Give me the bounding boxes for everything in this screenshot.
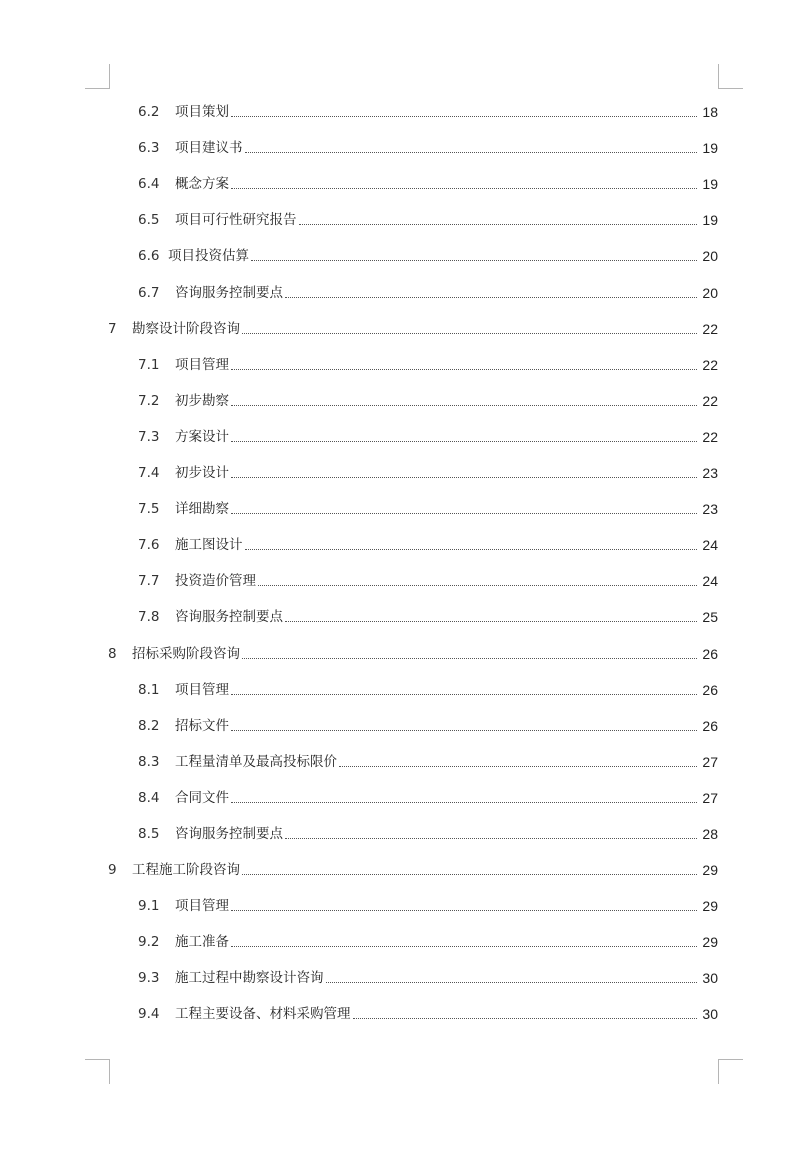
toc-entry-number: 7.1 bbox=[138, 356, 160, 373]
toc-entry-page-number: 24 bbox=[702, 573, 718, 590]
toc-entry-number: 8.1 bbox=[138, 681, 160, 698]
toc-entry-title: 咨询服务控制要点 bbox=[175, 609, 283, 626]
toc-dot-leader bbox=[231, 909, 697, 911]
toc-entry-page-number: 29 bbox=[702, 862, 718, 879]
toc-entry[interactable] bbox=[0, 382, 809, 418]
toc-dot-leader bbox=[353, 1017, 698, 1019]
toc-dot-leader bbox=[231, 368, 697, 370]
toc-entry-page-number: 23 bbox=[702, 465, 718, 482]
toc-entry-title: 招标采购阶段咨询 bbox=[132, 645, 240, 662]
toc-entry[interactable] bbox=[0, 598, 809, 634]
toc-entry-number: 7.4 bbox=[138, 465, 160, 482]
toc-entry-title: 项目投资估算 bbox=[168, 248, 249, 265]
toc-entry[interactable] bbox=[0, 923, 809, 959]
toc-entry-title: 施工图设计 bbox=[175, 537, 243, 554]
toc-entry[interactable] bbox=[0, 93, 809, 129]
toc-entry-title: 项目管理 bbox=[175, 898, 229, 915]
toc-entry-title: 咨询服务控制要点 bbox=[175, 284, 283, 301]
toc-dot-leader bbox=[285, 837, 697, 839]
toc-entry-page-number: 18 bbox=[702, 104, 718, 121]
toc-entry[interactable] bbox=[0, 165, 809, 201]
toc-entry[interactable] bbox=[0, 562, 809, 598]
toc-entry-number: 9.1 bbox=[138, 898, 160, 915]
toc-entry-page-number: 28 bbox=[702, 825, 718, 842]
toc-entry-number: 7.8 bbox=[138, 609, 160, 626]
toc-entry-page-number: 26 bbox=[702, 717, 718, 734]
toc-dot-leader bbox=[231, 115, 697, 117]
toc-entry-title: 项目管理 bbox=[175, 681, 229, 698]
table-of-contents bbox=[0, 93, 809, 1031]
toc-entry-page-number: 27 bbox=[702, 753, 718, 770]
toc-entry-number: 7.3 bbox=[138, 428, 160, 445]
toc-entry[interactable] bbox=[0, 201, 809, 237]
toc-entry-title: 项目管理 bbox=[175, 356, 229, 373]
toc-entry[interactable] bbox=[0, 671, 809, 707]
toc-entry[interactable] bbox=[0, 346, 809, 382]
toc-dot-leader bbox=[285, 620, 697, 622]
toc-entry-number: 9 bbox=[108, 862, 117, 879]
toc-entry-number: 6.2 bbox=[138, 104, 160, 121]
toc-entry-number: 7.7 bbox=[138, 573, 160, 590]
toc-entry-title: 项目策划 bbox=[175, 104, 229, 121]
toc-entry-title: 施工过程中勘察设计咨询 bbox=[175, 970, 324, 987]
toc-entry[interactable] bbox=[0, 851, 809, 887]
toc-entry-page-number: 22 bbox=[702, 392, 718, 409]
toc-entry-number: 8.2 bbox=[138, 717, 160, 734]
toc-dot-leader bbox=[231, 187, 697, 189]
toc-entry-page-number: 22 bbox=[702, 320, 718, 337]
toc-entry-page-number: 22 bbox=[702, 356, 718, 373]
toc-entry-page-number: 19 bbox=[702, 176, 718, 193]
toc-entry-page-number: 20 bbox=[702, 284, 718, 301]
toc-dot-leader bbox=[326, 981, 698, 983]
toc-entry-title: 施工准备 bbox=[175, 934, 229, 951]
toc-entry[interactable] bbox=[0, 273, 809, 309]
toc-dot-leader bbox=[231, 945, 697, 947]
top-right-crop-mark bbox=[718, 64, 743, 89]
toc-dot-leader bbox=[231, 440, 697, 442]
toc-entry-title: 工程施工阶段咨询 bbox=[132, 862, 240, 879]
toc-entry-number: 8.4 bbox=[138, 789, 160, 806]
toc-entry-page-number: 24 bbox=[702, 537, 718, 554]
top-left-crop-mark bbox=[85, 64, 110, 89]
toc-entry-page-number: 25 bbox=[702, 609, 718, 626]
toc-entry[interactable] bbox=[0, 743, 809, 779]
toc-entry[interactable] bbox=[0, 779, 809, 815]
toc-entry[interactable] bbox=[0, 310, 809, 346]
toc-dot-leader bbox=[245, 151, 698, 153]
toc-entry[interactable] bbox=[0, 454, 809, 490]
toc-entry-page-number: 30 bbox=[702, 1006, 718, 1023]
toc-entry-page-number: 20 bbox=[702, 248, 718, 265]
toc-dot-leader bbox=[245, 548, 698, 550]
toc-entry-page-number: 27 bbox=[702, 789, 718, 806]
toc-entry-title: 工程主要设备、材料采购管理 bbox=[175, 1006, 351, 1023]
toc-dot-leader bbox=[231, 729, 697, 731]
toc-entry-title: 勘察设计阶段咨询 bbox=[132, 320, 240, 337]
toc-entry[interactable] bbox=[0, 959, 809, 995]
toc-entry-number: 8.5 bbox=[138, 825, 160, 842]
toc-dot-leader bbox=[299, 223, 698, 225]
toc-entry-number: 6.6 bbox=[138, 248, 160, 265]
toc-entry[interactable] bbox=[0, 707, 809, 743]
toc-dot-leader bbox=[231, 801, 697, 803]
toc-entry-page-number: 30 bbox=[702, 970, 718, 987]
toc-dot-leader bbox=[231, 476, 697, 478]
toc-entry-number: 8 bbox=[108, 645, 117, 662]
bottom-right-crop-mark bbox=[718, 1059, 743, 1084]
toc-entry-title: 初步勘察 bbox=[175, 392, 229, 409]
toc-entry-page-number: 26 bbox=[702, 645, 718, 662]
toc-entry[interactable] bbox=[0, 887, 809, 923]
toc-dot-leader bbox=[258, 584, 697, 586]
toc-entry-number: 7.5 bbox=[138, 501, 160, 518]
toc-dot-leader bbox=[251, 259, 697, 261]
toc-entry-number: 6.3 bbox=[138, 140, 160, 157]
toc-entry-title: 方案设计 bbox=[175, 428, 229, 445]
toc-entry-title: 工程量清单及最高投标限价 bbox=[175, 753, 337, 770]
bottom-left-crop-mark bbox=[85, 1059, 110, 1084]
toc-entry[interactable] bbox=[0, 526, 809, 562]
toc-dot-leader bbox=[242, 873, 697, 875]
toc-entry-number: 9.4 bbox=[138, 1006, 160, 1023]
toc-entry-page-number: 29 bbox=[702, 934, 718, 951]
toc-dot-leader bbox=[285, 296, 697, 298]
toc-entry-page-number: 19 bbox=[702, 140, 718, 157]
toc-entry-number: 6.7 bbox=[138, 284, 160, 301]
toc-entry-page-number: 19 bbox=[702, 212, 718, 229]
toc-entry-title: 概念方案 bbox=[175, 176, 229, 193]
toc-entry[interactable] bbox=[0, 815, 809, 851]
toc-entry-number: 9.2 bbox=[138, 934, 160, 951]
toc-entry-number: 6.4 bbox=[138, 176, 160, 193]
toc-entry-number: 7.2 bbox=[138, 392, 160, 409]
toc-dot-leader bbox=[231, 512, 697, 514]
toc-entry-title: 详细勘察 bbox=[175, 501, 229, 518]
toc-entry-title: 咨询服务控制要点 bbox=[175, 825, 283, 842]
toc-entry-title: 项目建议书 bbox=[175, 140, 243, 157]
toc-entry-number: 7.6 bbox=[138, 537, 160, 554]
toc-entry[interactable] bbox=[0, 634, 809, 670]
toc-entry-page-number: 26 bbox=[702, 681, 718, 698]
toc-entry-title: 项目可行性研究报告 bbox=[175, 212, 297, 229]
toc-entry[interactable] bbox=[0, 995, 809, 1031]
toc-dot-leader bbox=[339, 765, 697, 767]
toc-entry-page-number: 23 bbox=[702, 501, 718, 518]
toc-dot-leader bbox=[231, 693, 697, 695]
toc-entry[interactable] bbox=[0, 129, 809, 165]
toc-entry[interactable] bbox=[0, 237, 809, 273]
toc-dot-leader bbox=[242, 657, 697, 659]
toc-entry-number: 8.3 bbox=[138, 753, 160, 770]
toc-entry[interactable] bbox=[0, 490, 809, 526]
toc-entry-title: 招标文件 bbox=[175, 717, 229, 734]
toc-entry-title: 合同文件 bbox=[175, 789, 229, 806]
toc-entry[interactable] bbox=[0, 418, 809, 454]
toc-entry-title: 投资造价管理 bbox=[175, 573, 256, 590]
toc-entry-page-number: 29 bbox=[702, 898, 718, 915]
toc-entry-number: 6.5 bbox=[138, 212, 160, 229]
toc-entry-number: 9.3 bbox=[138, 970, 160, 987]
toc-dot-leader bbox=[242, 332, 697, 334]
toc-entry-number: 7 bbox=[108, 320, 117, 337]
toc-entry-title: 初步设计 bbox=[175, 465, 229, 482]
toc-entry-page-number: 22 bbox=[702, 428, 718, 445]
toc-dot-leader bbox=[231, 404, 697, 406]
